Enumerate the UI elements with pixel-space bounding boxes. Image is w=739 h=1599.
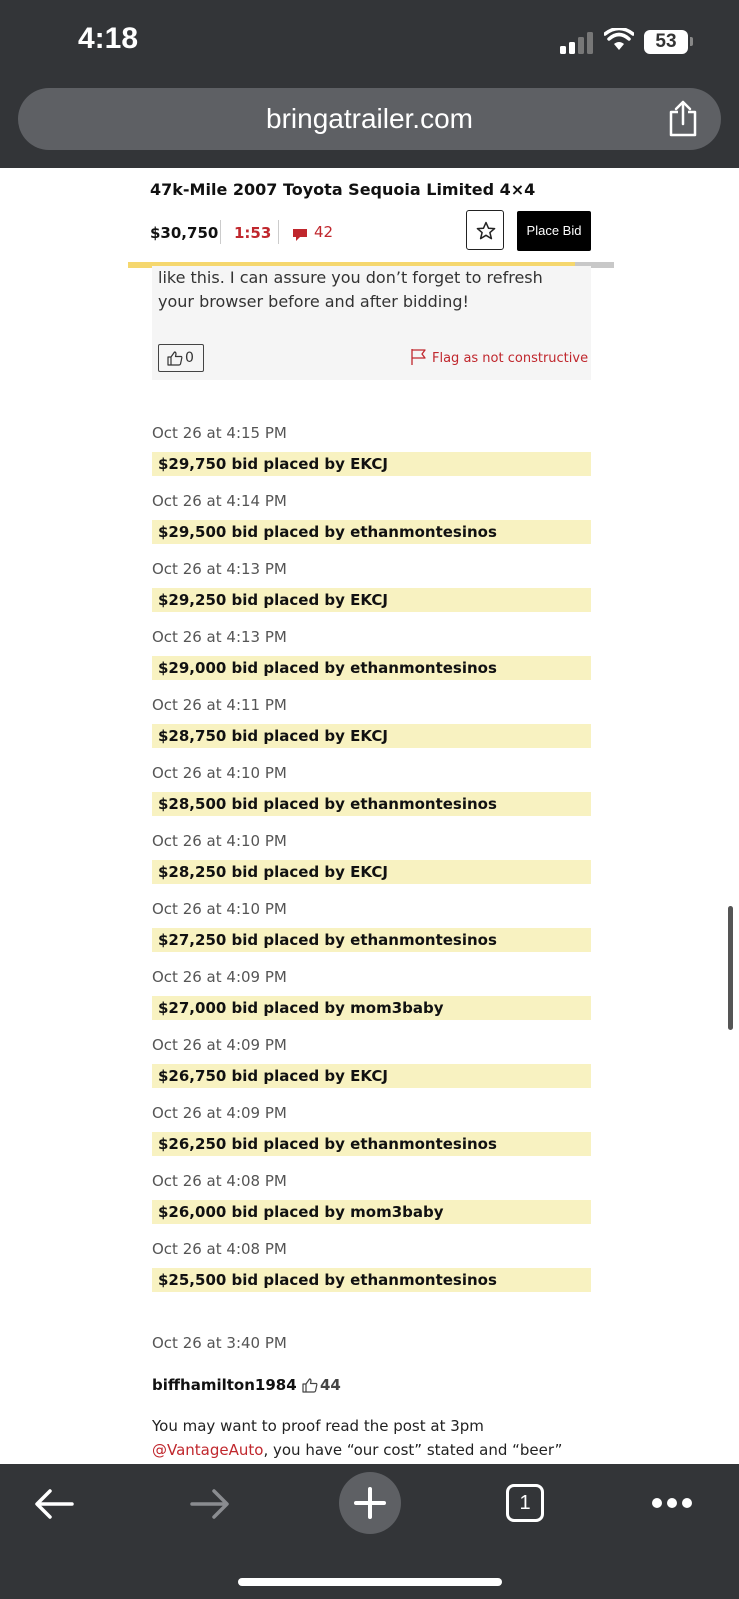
bid-time: Oct 26 at 4:09 PM bbox=[152, 968, 287, 986]
flag-button[interactable] bbox=[410, 348, 588, 366]
bid-highlight bbox=[152, 1064, 591, 1088]
forward-arrow-icon[interactable] bbox=[190, 1488, 230, 1520]
bid-highlight bbox=[152, 724, 591, 748]
bid-time: Oct 26 at 4:11 PM bbox=[152, 696, 287, 714]
bid-highlight bbox=[152, 588, 591, 612]
bid-highlight bbox=[152, 792, 591, 816]
watch-button[interactable] bbox=[466, 210, 504, 250]
bid-time: Oct 26 at 4:08 PM bbox=[152, 1240, 287, 1258]
bid-time: Oct 26 at 4:10 PM bbox=[152, 900, 287, 918]
flag-icon bbox=[410, 348, 428, 366]
bid-text: $28,250 bid placed by EKCJ bbox=[158, 863, 388, 881]
bid-highlight bbox=[152, 860, 591, 884]
bid-entry bbox=[152, 830, 591, 898]
comment-like-button[interactable] bbox=[302, 1376, 341, 1394]
comment-date: Oct 26 at 3:40 PM bbox=[152, 1334, 287, 1352]
bid-entry bbox=[152, 1102, 591, 1170]
bid-entry bbox=[152, 966, 591, 1034]
bid-highlight bbox=[152, 1132, 591, 1156]
bid-entry bbox=[152, 762, 591, 830]
back-arrow-icon[interactable] bbox=[34, 1488, 74, 1520]
url-text: bringatrailer.com bbox=[266, 103, 473, 134]
bid-entry bbox=[152, 1034, 591, 1102]
home-indicator bbox=[238, 1578, 502, 1586]
bid-time: Oct 26 at 4:09 PM bbox=[152, 1104, 287, 1122]
cellular-signal-icon bbox=[560, 32, 596, 54]
bid-time: Oct 26 at 4:08 PM bbox=[152, 1172, 287, 1190]
flag-label: Flag as not constructive bbox=[432, 351, 589, 366]
browser-toolbar bbox=[0, 1464, 739, 1599]
bid-text: $29,250 bid placed by EKCJ bbox=[158, 591, 388, 609]
mention-link[interactable]: @VantageAuto bbox=[152, 1441, 264, 1459]
previous-comment bbox=[152, 266, 591, 380]
wifi-icon bbox=[604, 28, 634, 52]
thumbs-up-icon bbox=[302, 1378, 318, 1393]
bid-time: Oct 26 at 4:15 PM bbox=[152, 424, 287, 442]
place-bid-button[interactable]: Place Bid bbox=[517, 211, 591, 251]
bid-time: Oct 26 at 4:14 PM bbox=[152, 492, 287, 510]
bid-highlight bbox=[152, 1268, 591, 1292]
bid-entry bbox=[152, 1238, 591, 1306]
bid-text: $28,750 bid placed by EKCJ bbox=[158, 727, 388, 745]
bid-text: $27,000 bid placed by mom3baby bbox=[158, 999, 444, 1017]
star-icon bbox=[476, 221, 496, 241]
bid-highlight bbox=[152, 928, 591, 952]
bid-text: $29,000 bid placed by ethanmontesinos bbox=[158, 659, 497, 677]
time-left: 1:53 bbox=[234, 224, 272, 242]
bid-entry bbox=[152, 898, 591, 966]
bid-text: $28,500 bid placed by ethanmontesinos bbox=[158, 795, 497, 813]
tabs-button[interactable]: 1 bbox=[506, 1484, 544, 1522]
bid-entry bbox=[152, 422, 591, 490]
comment-username[interactable]: biffhamilton1984 bbox=[152, 1376, 297, 1394]
bid-entry bbox=[152, 694, 591, 762]
bid-entry bbox=[152, 626, 591, 694]
divider bbox=[220, 220, 221, 244]
scroll-indicator[interactable] bbox=[728, 906, 733, 1030]
comment-text: like this. I can assure you don’t forget to refresh your browser before and after bidding! bbox=[158, 268, 543, 311]
bid-time: Oct 26 at 4:09 PM bbox=[152, 1036, 287, 1054]
battery-indicator: 53 bbox=[644, 30, 688, 54]
auction-title[interactable]: 47k-Mile 2007 Toyota Sequoia Limited 4×4 bbox=[150, 180, 536, 199]
battery-tip bbox=[690, 37, 693, 46]
thumbs-up-icon bbox=[167, 351, 183, 366]
like-button[interactable] bbox=[158, 344, 204, 372]
bid-entry bbox=[152, 558, 591, 626]
more-options-icon[interactable] bbox=[652, 1498, 692, 1508]
plus-icon bbox=[354, 1487, 386, 1519]
comment-count[interactable]: 42 bbox=[314, 223, 334, 241]
comment-icon[interactable] bbox=[292, 228, 308, 242]
bid-text: $25,500 bid placed by ethanmontesinos bbox=[158, 1271, 497, 1289]
comment-text-end: , you have “our cost” stated and “beer” bbox=[263, 1441, 563, 1459]
bid-time: Oct 26 at 4:10 PM bbox=[152, 832, 287, 850]
bid-text: $29,500 bid placed by ethanmontesinos bbox=[158, 523, 497, 541]
bid-highlight bbox=[152, 656, 591, 680]
bid-time: Oct 26 at 4:10 PM bbox=[152, 764, 287, 782]
bid-text: $27,250 bid placed by ethanmontesinos bbox=[158, 931, 497, 949]
status-bar bbox=[0, 0, 739, 168]
bid-highlight bbox=[152, 452, 591, 476]
bid-history bbox=[152, 422, 591, 1306]
comment-body bbox=[152, 1414, 592, 1462]
divider bbox=[278, 220, 279, 244]
clock: 4:18 bbox=[78, 22, 139, 55]
bid-highlight bbox=[152, 1200, 591, 1224]
bid-time: Oct 26 at 4:13 PM bbox=[152, 560, 287, 578]
bid-text: $26,250 bid placed by ethanmontesinos bbox=[158, 1135, 497, 1153]
address-bar[interactable] bbox=[18, 88, 721, 150]
new-tab-button[interactable] bbox=[339, 1472, 401, 1534]
bid-highlight bbox=[152, 996, 591, 1020]
bid-text: $29,750 bid placed by EKCJ bbox=[158, 455, 388, 473]
bid-entry bbox=[152, 1170, 591, 1238]
comment-like-count: 44 bbox=[320, 1376, 341, 1394]
bid-text: $26,750 bid placed by EKCJ bbox=[158, 1067, 388, 1085]
like-count: 0 bbox=[185, 350, 194, 366]
bid-text: $26,000 bid placed by mom3baby bbox=[158, 1203, 444, 1221]
bid-highlight bbox=[152, 520, 591, 544]
comment-text-start: You may want to proof read the post at 3pm bbox=[152, 1417, 484, 1435]
share-icon[interactable] bbox=[666, 100, 700, 138]
bid-entry bbox=[152, 490, 591, 558]
current-bid: $30,750 bbox=[150, 224, 219, 242]
bid-time: Oct 26 at 4:13 PM bbox=[152, 628, 287, 646]
